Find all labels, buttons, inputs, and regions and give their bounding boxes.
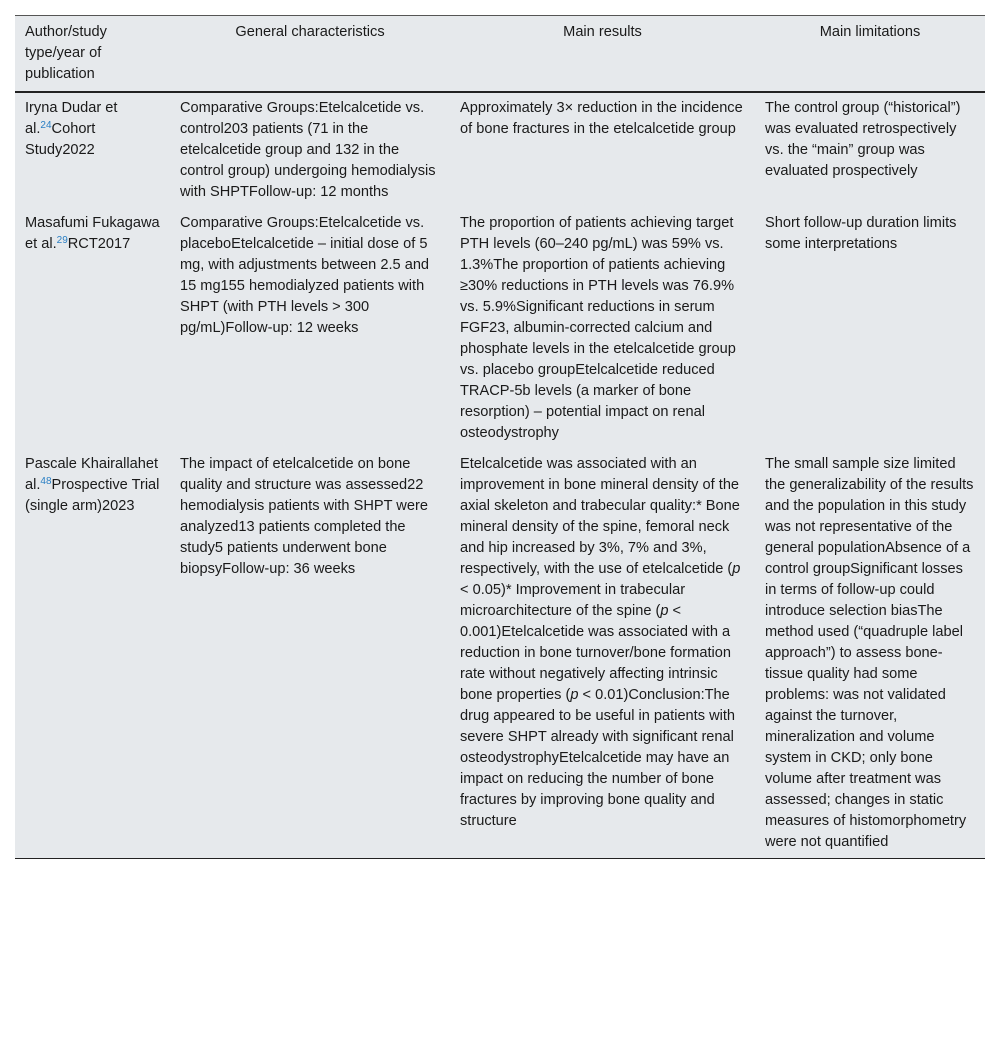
header-limitations: Main limitations bbox=[755, 16, 985, 93]
characteristics-cell: Comparative Groups:Etelcalcetide vs. placeboEtelcalcetide – initial dose of 5 mg, with adjustments between 2.5 and 15 mg155 hemodialyzed patients with SHPT (with PTH levels > 300 pg/mL)Follow-up: 12 weeks bbox=[170, 208, 450, 449]
table-row bbox=[15, 208, 985, 449]
characteristics-cell: Comparative Groups:Etelcalcetide vs. control203 patients (71 in the etelcalcetide group and 132 in the control group) undergoing hemodialysis with SHPTFollow-up: 12 months bbox=[170, 92, 450, 208]
results-cell: Etelcalcetide was associated with an improvement in bone mineral density of the axial skeleton and trabecular quality:* Bone mineral density of the spine, femoral neck and hip increased by 3%, 7% and 3%, respectively, with the use of etelcalcetide (p < 0.05)* Improvement in trabecular microarchitecture of the spine (p < 0.001)Etelcalcetide was associated with a reduction in bone turnover/bone formation rate without negatively affecting intrinsic bone properties (p < 0.01)Conclusion:The drug appeared to be useful in patients with severe SHPT already with significant renal osteodystrophyEtelcalcetide may have an impact on reducing the number of bone fractures by improving bone quality and structure bbox=[450, 449, 755, 859]
table-header bbox=[15, 16, 985, 93]
author-cell: Masafumi Fukagawa et al.$^{29}$RCT2017 bbox=[15, 208, 170, 449]
reference-link[interactable]: 48 bbox=[40, 476, 52, 487]
study-table bbox=[15, 15, 985, 859]
header-row bbox=[15, 16, 985, 93]
results-cell: The proportion of patients achieving target PTH levels (60–240 pg/mL) was 59% vs. 1.3%The proportion of patients achieving ≥30% reductions in PTH levels was 76.9% vs. 5.9%Significant reductions in serum FGF23, albumin-corrected calcium and phosphate levels in the etelcalcetide group vs. placebo groupEtelcalcetide reduced TRACP-5b levels (a marker of bone resorption) – potential impact on renal osteodystrophy bbox=[450, 208, 755, 449]
reference-link[interactable]: 29 bbox=[56, 235, 68, 246]
results-cell: Approximately 3× reduction in the incidence of bone fractures in the etelcalcetide group bbox=[450, 92, 755, 208]
limitations-cell: The control group (“historical”) was evaluated retrospectively vs. the “main” group was evaluated prospectively bbox=[755, 92, 985, 208]
table-row bbox=[15, 92, 985, 208]
header-results: Main results bbox=[450, 16, 755, 93]
table-row bbox=[15, 449, 985, 859]
reference-link[interactable]: 24 bbox=[40, 120, 52, 131]
study-table-container bbox=[15, 15, 985, 859]
table-body bbox=[15, 92, 985, 859]
author-cell: Iryna Dudar et al.$^{24}$Cohort Study2022 bbox=[15, 92, 170, 208]
limitations-cell: The small sample size limited the generalizability of the results and the population in this study was not representative of the general populationAbsence of a control groupSignificant losses in terms of follow-up could introduce selection biasThe method used (“quadruple label approach”) to assess bone-tissue quality had some problems: was not validated against the turnover, mineralization and volume system in CKD; only bone volume after treatment was assessed; changes in static measures of histomorphometry were not quantified bbox=[755, 449, 985, 859]
header-characteristics: General characteristics bbox=[170, 16, 450, 93]
characteristics-cell: The impact of etelcalcetide on bone quality and structure was assessed22 hemodialysis patients with SHPT were analyzed13 patients completed the study5 patients underwent bone biopsyFollow-up: 36 weeks bbox=[170, 449, 450, 859]
header-author: Author/study type/year of publication bbox=[15, 16, 170, 93]
limitations-cell: Short follow-up duration limits some interpretations bbox=[755, 208, 985, 449]
author-cell: Pascale Khairallahet al.$^{48}$Prospective Trial (single arm)2023 bbox=[15, 449, 170, 859]
